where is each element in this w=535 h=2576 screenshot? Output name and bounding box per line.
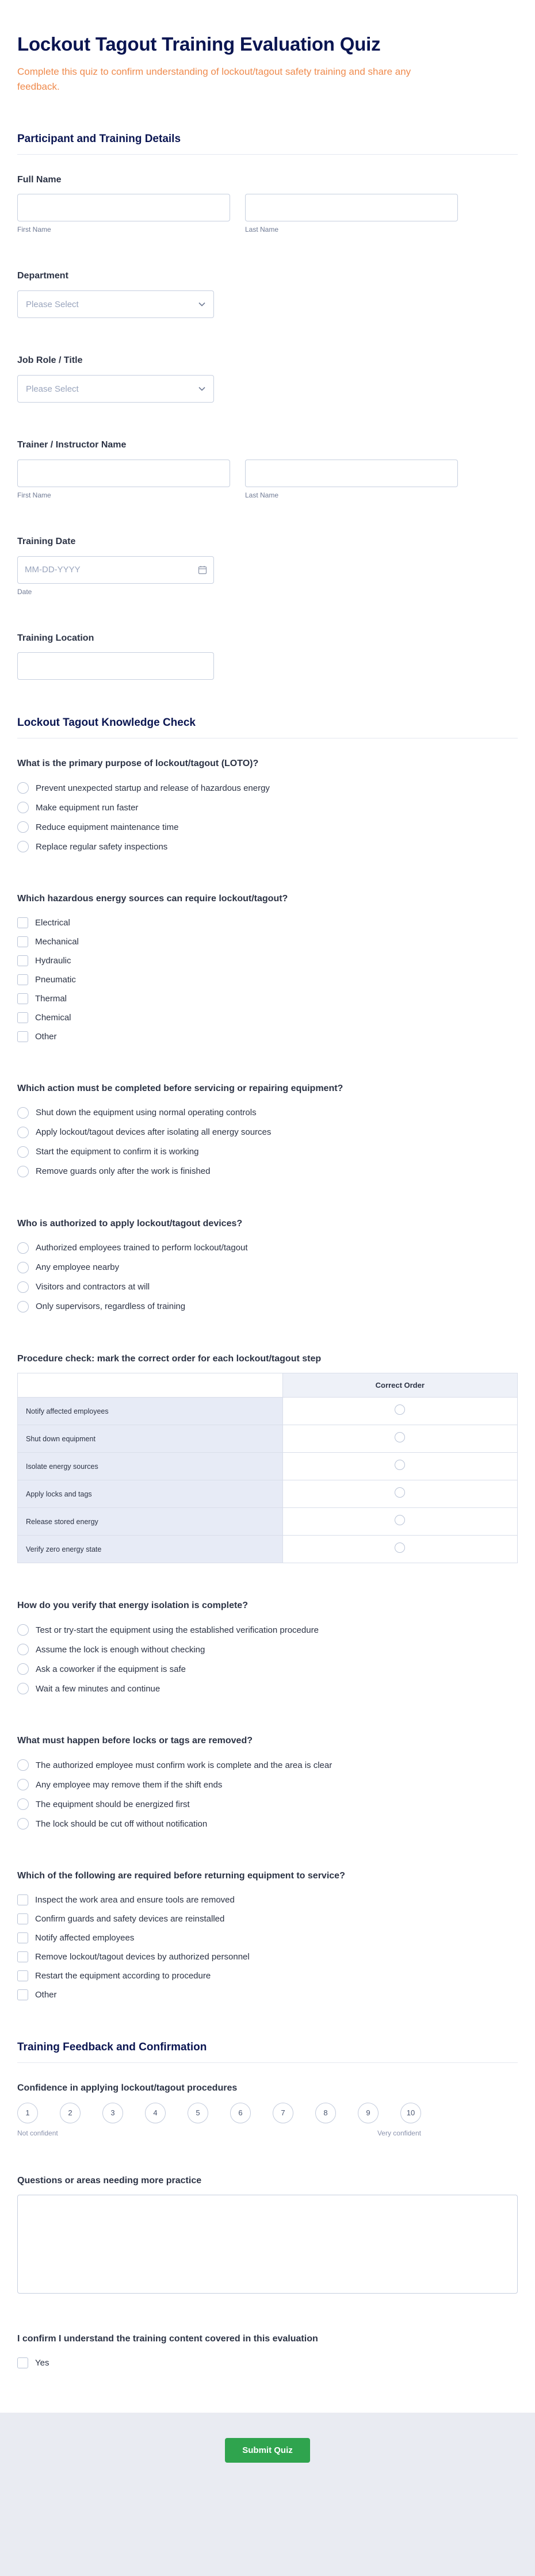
job-role-label: Job Role / Title bbox=[17, 355, 83, 366]
trainer-last-col bbox=[245, 460, 458, 499]
question-label: Questions or areas needing more practice bbox=[17, 2175, 202, 2185]
training-location-input[interactable] bbox=[17, 652, 214, 680]
checkbox-option-label: Notify affected employees bbox=[35, 1932, 135, 1943]
radio-option-label: Prevent unexpected startup and release of hazardous energy bbox=[36, 783, 270, 793]
full-name-first-sublabel: First Name bbox=[17, 225, 51, 234]
field-training-location bbox=[17, 633, 518, 680]
checkbox-option[interactable] bbox=[17, 1008, 518, 1027]
checkbox-option-label: Inspect the work area and ensure tools are removed bbox=[35, 1894, 235, 1905]
radio-icon[interactable] bbox=[17, 1683, 29, 1694]
question-label: Confidence in applying lockout/tagout procedures bbox=[17, 2083, 238, 2093]
scale-option[interactable]: 10 bbox=[400, 2103, 421, 2123]
radio-icon[interactable] bbox=[17, 1798, 29, 1810]
scale-option[interactable]: 3 bbox=[102, 2103, 123, 2123]
scale-option[interactable]: 9 bbox=[358, 2103, 379, 2123]
radio-option[interactable] bbox=[17, 1775, 518, 1794]
full-name-inputs bbox=[17, 194, 458, 234]
radio-icon[interactable] bbox=[17, 782, 29, 794]
scale-option[interactable]: 4 bbox=[145, 2103, 166, 2123]
matrix-body bbox=[18, 1398, 518, 1563]
checkbox-option[interactable] bbox=[17, 951, 518, 970]
form-title: Lockout Tagout Training Evaluation Quiz bbox=[17, 33, 381, 55]
radio-option-label: Shut down the equipment using normal operating controls bbox=[36, 1108, 257, 1118]
radio-option[interactable] bbox=[17, 798, 518, 817]
checkbox-option[interactable] bbox=[17, 970, 518, 989]
matrix-radio-cell[interactable] bbox=[282, 1425, 517, 1453]
training-date-sublabel: Date bbox=[17, 587, 32, 596]
radio-option[interactable] bbox=[17, 1258, 518, 1277]
radio-option[interactable] bbox=[17, 1659, 518, 1679]
scale-option[interactable]: 2 bbox=[60, 2103, 81, 2123]
radio-icon[interactable] bbox=[17, 1663, 29, 1675]
radio-option-label: Apply lockout/tagout devices after isolating all energy sources bbox=[36, 1127, 272, 1138]
field-full-name bbox=[17, 174, 518, 234]
question-authorized bbox=[17, 1218, 518, 1316]
section-title-feedback: Training Feedback and Confirmation bbox=[17, 2041, 207, 2053]
question-label: How do you verify that energy isolation is complete? bbox=[17, 1601, 248, 1611]
checkbox-option-label: Other bbox=[35, 1032, 57, 1042]
radio-option-label: Only supervisors, regardless of training bbox=[36, 1302, 186, 1312]
checkbox-option[interactable] bbox=[17, 932, 518, 951]
training-date-wrap bbox=[17, 556, 214, 584]
question-label: Procedure check: mark the correct order for each lockout/tagout step bbox=[17, 1353, 322, 1364]
checkbox-option-label: Yes bbox=[35, 2358, 49, 2368]
checkbox-group bbox=[17, 1890, 518, 2004]
radio-icon[interactable] bbox=[17, 1301, 29, 1312]
question-energy-sources bbox=[17, 893, 518, 1046]
department-select-value: Please Select bbox=[26, 299, 79, 309]
trainer-name-inputs bbox=[17, 460, 458, 499]
radio-option-label: Wait a few minutes and continue bbox=[36, 1683, 160, 1694]
radio-option-label: Test or try-start the equipment using the established verification procedure bbox=[36, 1625, 319, 1635]
matrix-row-label: Apply locks and tags bbox=[18, 1480, 283, 1508]
checkbox-option[interactable] bbox=[17, 989, 518, 1008]
field-training-date bbox=[17, 536, 518, 596]
radio-option[interactable] bbox=[17, 1755, 518, 1775]
radio-icon[interactable] bbox=[17, 841, 29, 852]
checkbox-group bbox=[17, 913, 518, 1046]
full-name-last-sublabel: Last Name bbox=[245, 225, 279, 234]
radio-icon[interactable] bbox=[17, 1166, 29, 1177]
checkbox-option-label: Electrical bbox=[35, 918, 70, 928]
matrix-radio-cell[interactable] bbox=[282, 1398, 517, 1425]
question-label: I confirm I understand the training content covered in this evaluation bbox=[17, 2334, 318, 2344]
radio-option-label: Authorized employees trained to perform lockout/tagout bbox=[36, 1243, 248, 1253]
radio-icon[interactable] bbox=[17, 1127, 29, 1138]
trainer-last-name-input[interactable] bbox=[245, 460, 458, 487]
question-before-removal bbox=[17, 1735, 518, 1834]
radio-option-label: The lock should be cut off without notification bbox=[36, 1819, 208, 1829]
section-title-participant: Participant and Training Details bbox=[17, 132, 181, 145]
checkbox-option-label: Other bbox=[35, 1989, 57, 2000]
question-before-service bbox=[17, 1083, 518, 1181]
checkbox-option[interactable] bbox=[17, 1027, 518, 1046]
full-name-first-input[interactable] bbox=[17, 194, 230, 221]
chevron-down-icon bbox=[198, 386, 205, 391]
scale-min-label: Not confident bbox=[17, 2129, 58, 2137]
radio-icon[interactable] bbox=[17, 821, 29, 833]
radio-icon[interactable] bbox=[17, 1644, 29, 1655]
checkbox-option[interactable] bbox=[17, 1985, 518, 2004]
radio-option[interactable] bbox=[17, 1123, 518, 1142]
checkbox-option-label: Mechanical bbox=[35, 937, 79, 947]
question-label: Which hazardous energy sources can require lockout/tagout? bbox=[17, 894, 288, 904]
radio-icon[interactable] bbox=[395, 1515, 405, 1525]
radio-icon[interactable] bbox=[17, 1242, 29, 1254]
scale-option[interactable]: 1 bbox=[17, 2103, 38, 2123]
matrix-row bbox=[18, 1453, 518, 1480]
trainer-first-sublabel: First Name bbox=[17, 491, 51, 499]
question-label: Which of the following are required before returning equipment to service? bbox=[17, 1871, 345, 1881]
field-trainer-name bbox=[17, 439, 518, 499]
radio-icon[interactable] bbox=[395, 1460, 405, 1470]
radio-option-label: Make equipment run faster bbox=[36, 802, 139, 813]
radio-icon[interactable] bbox=[395, 1404, 405, 1415]
radio-option[interactable] bbox=[17, 837, 518, 856]
radio-option[interactable] bbox=[17, 1162, 518, 1181]
radio-icon[interactable] bbox=[17, 1624, 29, 1636]
radio-icon[interactable] bbox=[17, 1759, 29, 1771]
question-label: Who is authorized to apply lockout/tagout devices? bbox=[17, 1218, 243, 1228]
radio-group bbox=[17, 778, 518, 856]
radio-option-label: Start the equipment to confirm it is working bbox=[36, 1147, 199, 1157]
radio-icon[interactable] bbox=[17, 1107, 29, 1119]
matrix-row bbox=[18, 1536, 518, 1563]
question-verify-isolation bbox=[17, 1600, 518, 1698]
chevron-down-icon bbox=[198, 302, 205, 307]
matrix-radio-cell[interactable] bbox=[282, 1453, 517, 1480]
checkbox-icon[interactable] bbox=[17, 1970, 28, 1981]
checkbox-icon[interactable] bbox=[17, 1031, 28, 1042]
radio-option[interactable] bbox=[17, 1238, 518, 1258]
radio-option[interactable] bbox=[17, 1640, 518, 1659]
matrix-radio-cell[interactable] bbox=[282, 1536, 517, 1563]
radio-option-label: Reduce equipment maintenance time bbox=[36, 822, 179, 832]
checkbox-icon[interactable] bbox=[17, 1012, 28, 1023]
radio-option-label: Any employee nearby bbox=[36, 1262, 120, 1273]
checkbox-option[interactable] bbox=[17, 1947, 518, 1966]
matrix-corner-cell bbox=[18, 1373, 283, 1398]
trainer-first-name-input[interactable] bbox=[17, 460, 230, 487]
matrix-radio-cell[interactable] bbox=[282, 1480, 517, 1508]
job-role-select[interactable] bbox=[17, 375, 214, 403]
full-name-first-col bbox=[17, 194, 230, 234]
submit-button[interactable]: Submit Quiz bbox=[225, 2438, 310, 2463]
checkbox-option[interactable] bbox=[17, 913, 518, 932]
radio-icon[interactable] bbox=[395, 1542, 405, 1553]
radio-option-label: The authorized employee must confirm work is complete and the area is clear bbox=[36, 1760, 333, 1770]
radio-icon[interactable] bbox=[17, 1262, 29, 1273]
radio-option-label: Assume the lock is enough without checking bbox=[36, 1644, 205, 1655]
checkbox-option-label: Confirm guards and safety devices are reinstalled bbox=[35, 1913, 225, 1924]
radio-option[interactable] bbox=[17, 817, 518, 837]
checkbox-icon[interactable] bbox=[17, 974, 28, 985]
training-location-label: Training Location bbox=[17, 633, 94, 643]
question-procedure-order bbox=[17, 1353, 518, 1564]
checkbox-icon[interactable] bbox=[17, 2357, 28, 2368]
form-subtitle: Complete this quiz to confirm understanding of lockout/tagout safety training and share any feedback. bbox=[17, 66, 411, 93]
scale-option[interactable]: 7 bbox=[273, 2103, 293, 2123]
radio-icon[interactable] bbox=[17, 802, 29, 813]
checkbox-option-label: Hydraulic bbox=[35, 956, 71, 966]
radio-option-label: Ask a coworker if the equipment is safe bbox=[36, 1664, 186, 1674]
radio-option-label: The equipment should be energized first bbox=[36, 1799, 190, 1809]
matrix-row bbox=[18, 1425, 518, 1453]
radio-option-label: Replace regular safety inspections bbox=[36, 841, 168, 852]
radio-option[interactable] bbox=[17, 1620, 518, 1640]
checkbox-option[interactable] bbox=[17, 1890, 518, 1909]
matrix-row-label: Notify affected employees bbox=[18, 1398, 283, 1425]
matrix-row-label: Isolate energy sources bbox=[18, 1453, 283, 1480]
radio-icon[interactable] bbox=[17, 1818, 29, 1829]
checkbox-option[interactable] bbox=[17, 1928, 518, 1947]
matrix-radio-cell[interactable] bbox=[282, 1508, 517, 1536]
calendar-icon[interactable] bbox=[198, 565, 207, 575]
radio-option[interactable] bbox=[17, 778, 518, 798]
checkbox-icon[interactable] bbox=[17, 936, 28, 947]
radio-option[interactable] bbox=[17, 1103, 518, 1123]
full-name-last-col bbox=[245, 194, 458, 234]
radio-group bbox=[17, 1103, 518, 1181]
radio-icon[interactable] bbox=[17, 1146, 29, 1158]
radio-option[interactable] bbox=[17, 1277, 518, 1297]
matrix-row bbox=[18, 1508, 518, 1536]
trainer-last-sublabel: Last Name bbox=[245, 491, 279, 499]
matrix-row-label: Verify zero energy state bbox=[18, 1536, 283, 1563]
question-label: What must happen before locks or tags are removed? bbox=[17, 1736, 253, 1746]
field-department bbox=[17, 270, 518, 318]
job-role-select-value: Please Select bbox=[26, 384, 79, 394]
checkbox-option-label: Restart the equipment according to procedure bbox=[35, 1970, 211, 1981]
department-label: Department bbox=[17, 271, 68, 281]
radio-option[interactable] bbox=[17, 1814, 518, 1834]
radio-option-label: Remove guards only after the work is finished bbox=[36, 1166, 211, 1177]
checkbox-option-label: Pneumatic bbox=[35, 975, 76, 985]
page-footer bbox=[0, 2413, 535, 2576]
checkbox-option-label: Thermal bbox=[35, 994, 67, 1004]
radio-group bbox=[17, 1238, 518, 1316]
radio-icon[interactable] bbox=[17, 1779, 29, 1790]
checkbox-option-label: Remove lockout/tagout devices by authorized personnel bbox=[35, 1951, 250, 1962]
question-loto-purpose bbox=[17, 758, 518, 856]
checkbox-icon[interactable] bbox=[17, 1913, 28, 1924]
trainer-first-col bbox=[17, 460, 230, 499]
section-title-knowledge: Lockout Tagout Knowledge Check bbox=[17, 717, 196, 729]
scale-max-label: Very confident bbox=[377, 2129, 421, 2137]
full-name-last-input[interactable] bbox=[245, 194, 458, 221]
training-date-label: Training Date bbox=[17, 536, 76, 546]
department-select[interactable] bbox=[17, 290, 214, 318]
trainer-name-label: Trainer / Instructor Name bbox=[17, 440, 127, 450]
field-job-role bbox=[17, 355, 518, 403]
question-confidence bbox=[17, 2083, 518, 2138]
section-head-knowledge bbox=[17, 717, 518, 738]
checkbox-option-label: Chemical bbox=[35, 1013, 71, 1023]
matrix-row bbox=[18, 1398, 518, 1425]
matrix-header-row bbox=[18, 1373, 518, 1398]
checkbox-icon[interactable] bbox=[17, 993, 28, 1004]
question-label: What is the primary purpose of lockout/tagout (LOTO)? bbox=[17, 759, 259, 769]
question-practice-areas bbox=[17, 2175, 518, 2297]
checkbox-option[interactable] bbox=[17, 2353, 518, 2372]
matrix-column-header: Correct Order bbox=[282, 1373, 517, 1398]
matrix-table bbox=[17, 1373, 518, 1563]
checkbox-icon[interactable] bbox=[17, 1932, 28, 1943]
question-return-to-service bbox=[17, 1870, 518, 2004]
scale-labels bbox=[17, 2129, 421, 2137]
scale-option[interactable]: 6 bbox=[230, 2103, 251, 2123]
training-date-input[interactable] bbox=[17, 556, 214, 584]
scale-options bbox=[17, 2103, 421, 2123]
radio-option[interactable] bbox=[17, 1679, 518, 1698]
checkbox-icon[interactable] bbox=[17, 917, 28, 928]
scale-option[interactable]: 5 bbox=[188, 2103, 208, 2123]
checkbox-icon[interactable] bbox=[17, 1894, 28, 1905]
matrix-row bbox=[18, 1480, 518, 1508]
section-head-feedback bbox=[17, 2041, 518, 2063]
radio-group bbox=[17, 1620, 518, 1698]
radio-option[interactable] bbox=[17, 1142, 518, 1162]
radio-option[interactable] bbox=[17, 1794, 518, 1814]
full-name-label: Full Name bbox=[17, 174, 62, 185]
radio-icon[interactable] bbox=[17, 1281, 29, 1293]
section-head-participant bbox=[17, 133, 518, 155]
checkbox-option[interactable] bbox=[17, 1909, 518, 1928]
question-confirmation bbox=[17, 2333, 518, 2372]
confidence-scale bbox=[17, 2103, 421, 2137]
radio-option[interactable] bbox=[17, 1297, 518, 1316]
radio-icon[interactable] bbox=[395, 1432, 405, 1442]
radio-option-label: Any employee may remove them if the shift ends bbox=[36, 1779, 223, 1790]
matrix-row-label: Shut down equipment bbox=[18, 1425, 283, 1453]
question-label: Which action must be completed before servicing or repairing equipment? bbox=[17, 1084, 343, 1094]
checkbox-icon[interactable] bbox=[17, 955, 28, 966]
checkbox-icon[interactable] bbox=[17, 1951, 28, 1962]
matrix-row-label: Release stored energy bbox=[18, 1508, 283, 1536]
radio-option-label: Visitors and contractors at will bbox=[36, 1282, 150, 1292]
radio-group bbox=[17, 1755, 518, 1834]
radio-icon[interactable] bbox=[395, 1487, 405, 1498]
checkbox-icon[interactable] bbox=[17, 1989, 28, 2000]
practice-areas-textarea[interactable] bbox=[17, 2195, 518, 2294]
form-header bbox=[0, 0, 535, 101]
scale-option[interactable]: 8 bbox=[315, 2103, 336, 2123]
checkbox-option[interactable] bbox=[17, 1966, 518, 1985]
